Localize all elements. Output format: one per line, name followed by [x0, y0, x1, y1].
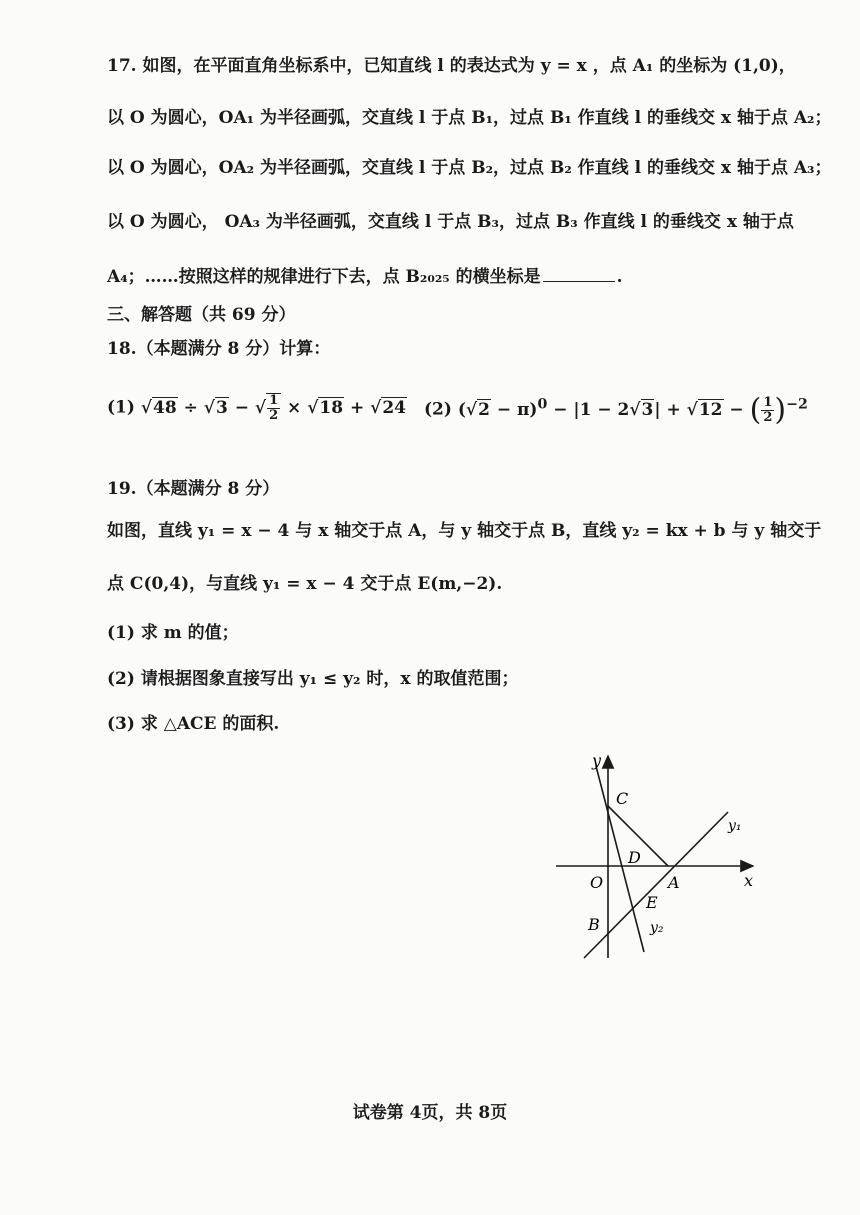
q19-sub1: (1) 求 m 的值； — [107, 623, 239, 643]
point-b-label: B — [588, 915, 600, 934]
point-a-label: A — [668, 873, 680, 892]
q17-line2: 以 O 为圆心，OA₁ 为半径画弧，交直线 l 于点 B₁，过点 B₁ 作直线 l 的垂线交 x 轴于点 A₂； — [107, 108, 832, 128]
q19-sub2: (2) 请根据图象直接写出 y₁ ≤ y₂ 时，x 的取值范围； — [107, 669, 519, 689]
q18-part2-expr: $(√2 - \pi)^0 - |1 - 2√3| + √12$ − ( $\frac{1}{2}$ )$^{-2}$ — [457, 392, 808, 428]
q19-sub3: (3) 求 △ACE 的面积. — [107, 714, 280, 734]
section-title: 三、解答题（共 69 分） — [107, 305, 296, 325]
q18-part1-expr: √48 ÷ √3 − √ $\frac{1}{2}$ × √18 + √24 — [140, 393, 406, 423]
q18-title: 18.（本题满分 8 分）计算： — [107, 339, 331, 359]
q17-line3: 以 O 为圆心，OA₂ 为半径画弧，交直线 l 于点 B₂，过点 B₂ 作直线 l 的垂线交 x 轴于点 A₃； — [107, 158, 832, 178]
q19-title: 19.（本题满分 8 分） — [107, 479, 280, 499]
q17-line5-end: . — [616, 267, 623, 287]
y-axis-label: y — [592, 751, 602, 770]
answer-blank — [543, 266, 615, 282]
q18-part2 — [424, 392, 808, 428]
q17-line1: 17. 如图，在平面直角坐标系中，已知直线 l 的表达式为 y = x ，点 A₁ 的坐标为 (1,0)， — [107, 56, 796, 76]
q18-part2-label: (2) — [424, 399, 452, 420]
q17-line4: 以 O 为圆心， OA₃ 为半径画弧，交直线 l 于点 B₃，过点 B₃ 作直线 l 的垂线交 x 轴于点 — [107, 212, 794, 232]
point-d-label: D — [628, 848, 641, 867]
q18-part1-label: (1) — [107, 397, 135, 418]
q17-line5 — [107, 266, 623, 288]
x-axis-label: x — [744, 871, 754, 890]
q18-part1 — [107, 393, 407, 423]
line-y1-label: y₁ — [728, 818, 742, 834]
page-footer: 试卷第 4页，共 8页 — [352, 1103, 508, 1123]
q19-line1: 如图，直线 y₁ = x − 4 与 x 轴交于点 A，与 y 轴交于点 B，直线 y₂ = kx + b 与 y 轴交于 — [107, 521, 822, 541]
line-y2-label: y₂ — [650, 920, 664, 936]
q19-line2: 点 C(0,4)，与直线 y₁ = x − 4 交于点 E(m,−2). — [107, 574, 503, 594]
coordinate-figure — [548, 748, 768, 963]
origin-label: O — [590, 873, 604, 892]
q17-line5-text: A₄；……按照这样的规律进行下去，点 B₂₀₂₅ 的横坐标是 — [107, 267, 541, 287]
point-c-label: C — [616, 789, 629, 808]
line-y1 — [584, 812, 728, 958]
point-e-label: E — [646, 893, 658, 912]
